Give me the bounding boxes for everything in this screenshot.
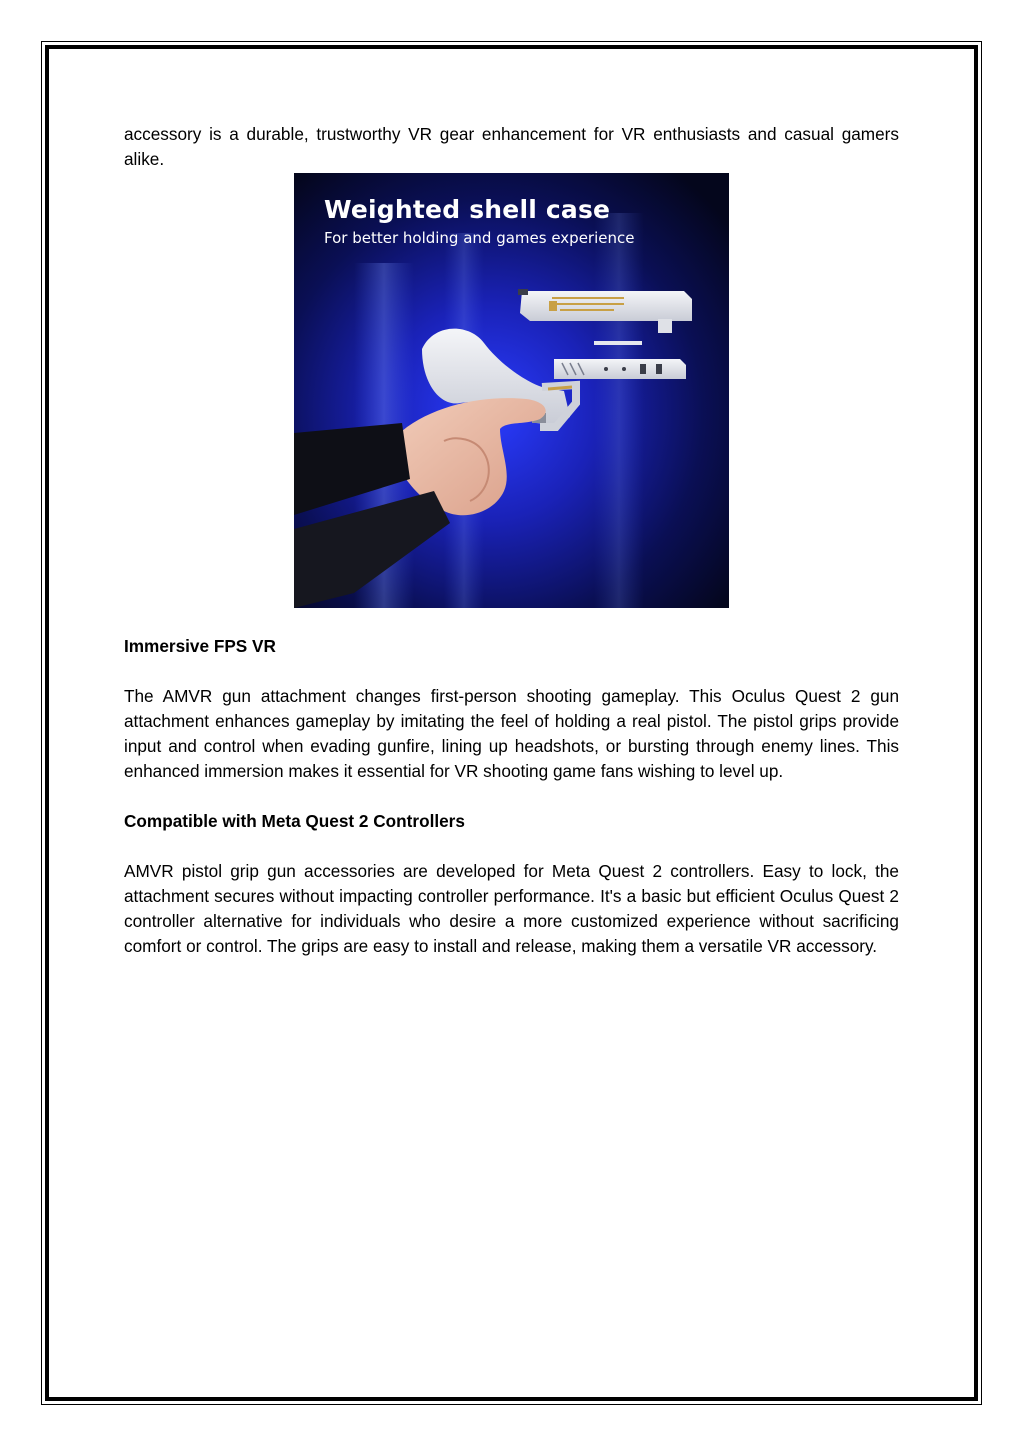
section-2-heading: Compatible with Meta Quest 2 Controllers (124, 811, 465, 831)
image-subtitle: For better holding and games experience (324, 229, 635, 247)
product-image (294, 173, 729, 608)
section-1-paragraph: The AMVR gun attachment changes first-person shooting gameplay. This Oculus Quest 2 gun attachment enhances gameplay by imitating the feel of holding a real pistol. The pistol grips provide input and control when evading gunfire, lining up headshots, or bursting through enemy lines. This enhanced immersion makes it essential for VR shooting game fans wishing to level up. (124, 686, 899, 781)
image-title: Weighted shell case (324, 195, 611, 224)
intro-paragraph: accessory is a durable, trustworthy VR gear enhancement for VR enthusiasts and casual gamers alike. (124, 124, 899, 169)
barrel-part (554, 359, 686, 379)
section-2-paragraph: AMVR pistol grip gun accessories are developed for Meta Quest 2 controllers. Easy to lock, the attachment secures without impacting controller performance. It's a basic but efficient Oculus Quest 2 controller alternative for individuals who desire a more customized experience without sacrificing comfort or control. The grips are easy to install and release, making them a versatile VR accessory. (124, 861, 899, 956)
spring-part (594, 341, 642, 345)
section-1-heading: Immersive FPS VR (124, 636, 276, 656)
document-content (124, 122, 899, 959)
